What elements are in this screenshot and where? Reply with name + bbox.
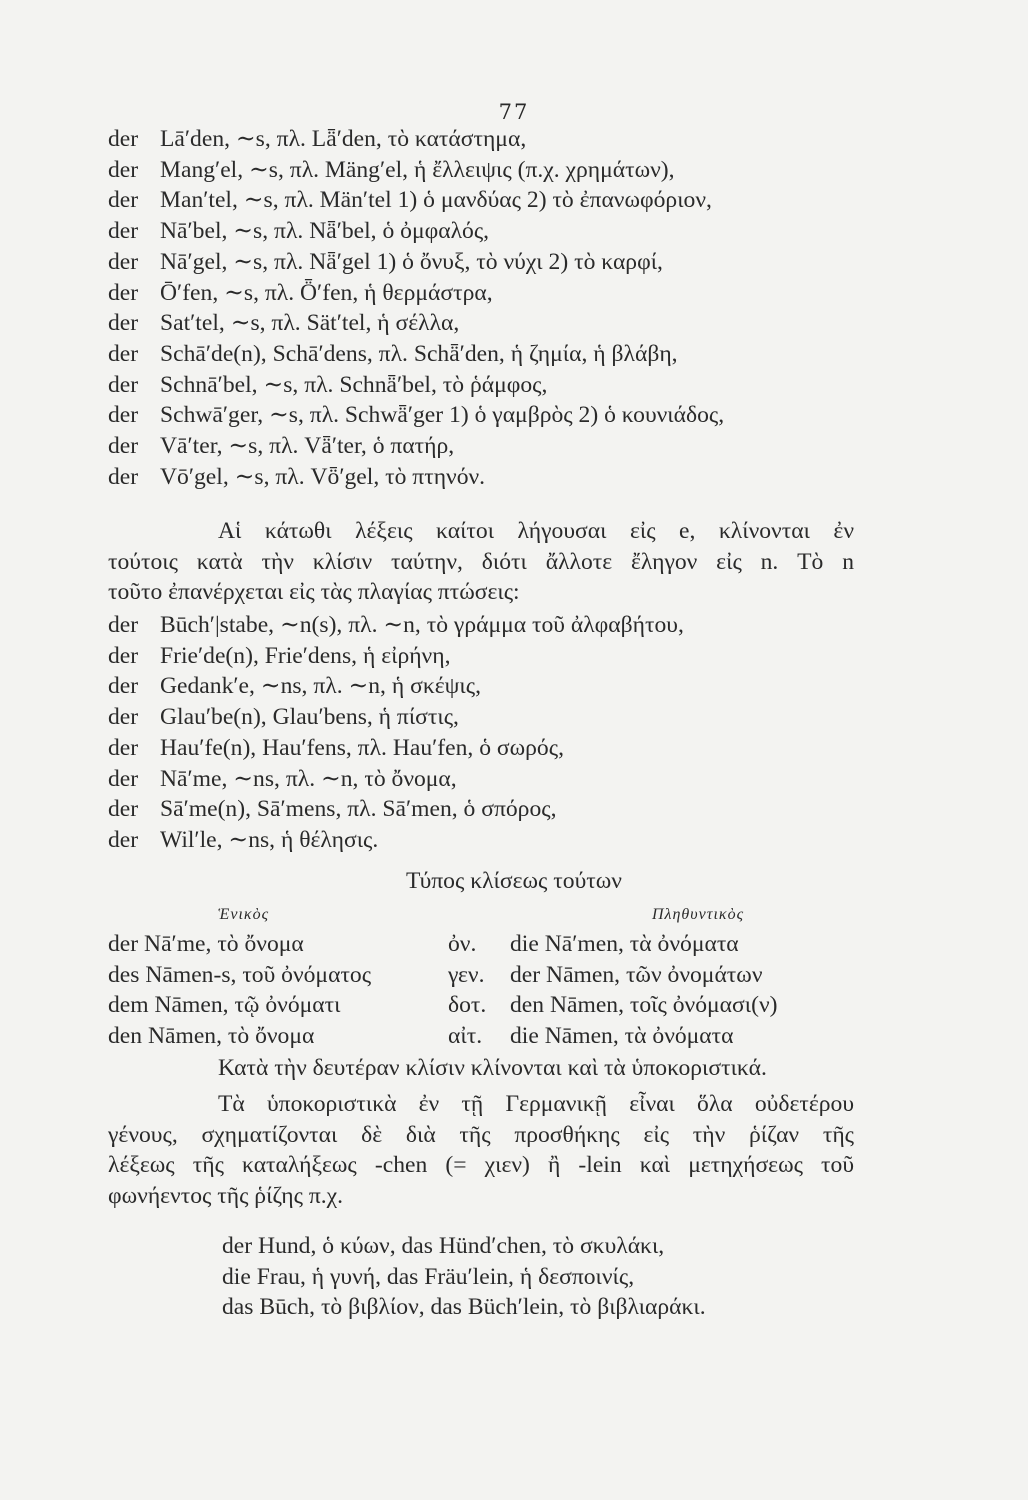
list-item bbox=[108, 339, 868, 370]
paragraph-line: Αἱ κάτωθι λέξεις καίτοι λήγουσαι εἰς e, κλίνονται ἐν bbox=[218, 518, 854, 544]
list-item bbox=[108, 370, 868, 401]
article: der bbox=[108, 704, 139, 731]
list-item bbox=[108, 278, 868, 309]
list-item bbox=[108, 124, 868, 155]
entry-text: Nā′gel, ∼s, πλ. Nǟ′gel 1) ὁ ὄνυξ, τὸ νύχι 2) τὸ καρφί, bbox=[160, 248, 663, 275]
article: der bbox=[108, 248, 139, 275]
plural-form: die Nāmen, τὰ ὀνόματα bbox=[510, 1023, 734, 1050]
section-heading: Τύπος κλίσεως τούτων bbox=[406, 868, 622, 894]
list-item bbox=[108, 185, 868, 216]
entry-text: Mang′el, ∼s, πλ. Mäng′el, ἡ ἔλλειψις (π.χ. χρημάτων), bbox=[160, 156, 675, 183]
article: der bbox=[108, 156, 139, 183]
entry-text: Schā′de(n), Schā′dens, πλ. Schǟ′den, ἡ ζημία, ἡ βλάβη, bbox=[160, 340, 678, 367]
entry-text: Man′tel, ∼s, πλ. Män′tel 1) ὁ μανδύας 2) τὸ ἐπανωφόριον, bbox=[160, 187, 712, 214]
list-item bbox=[108, 155, 868, 186]
example-line: das Būch, τὸ βιβλίον, das Büch′lein, τὸ βιβλιαράκι. bbox=[222, 1294, 706, 1321]
entry-text: Nā′bel, ∼s, πλ. Nǟ′bel, ὁ ὀμφαλός, bbox=[160, 218, 490, 245]
singular-label: Ἑνικὸς bbox=[218, 906, 270, 923]
singular-row: den Nāmen, τὸ ὄνομα bbox=[108, 1023, 315, 1050]
plural-label: Πληθυντικὸς bbox=[652, 906, 745, 923]
paragraph-line: λέξεως τῆς καταλήξεως -chen (= χιεν) ἢ -lein καὶ μετηχήσεως τοῦ bbox=[108, 1152, 854, 1179]
article: der bbox=[108, 612, 139, 638]
article: der bbox=[108, 279, 139, 306]
list-item bbox=[108, 764, 868, 795]
entry-text: Hau′fe(n), Hau′fens, πλ. Hau′fen, ὁ σωρός, bbox=[160, 734, 564, 761]
paragraph-line: γένους, σχηματίζονται δὲ διὰ τῆς προσθήκης εἰς τὴν ῥίζαν τῆς bbox=[108, 1121, 854, 1148]
plural-row bbox=[448, 1021, 777, 1052]
list-item bbox=[108, 702, 868, 733]
entry-text: Ō′fen, ∼s, πλ. Ȫ′fen, ἡ θερμάστρα, bbox=[160, 279, 493, 306]
paragraph-line: φωνήεντος τῆς ῥίζης π.χ. bbox=[108, 1183, 344, 1210]
paragraph-line: Κατὰ τὴν δευτέραν κλίσιν κλίνονται καὶ τὰ ὑποκοριστικά. bbox=[218, 1055, 767, 1081]
entry-text: Frie′de(n), Frie′dens, ἡ εἰρήνη, bbox=[160, 642, 451, 669]
entry-text: Wil′le, ∼ns, ἡ θέλησις. bbox=[160, 826, 379, 853]
entry-text: Glau′be(n), Glau′bens, ἡ πίστις, bbox=[160, 704, 459, 731]
case-label: γεν. bbox=[448, 961, 485, 988]
list-item bbox=[108, 431, 868, 462]
article: der bbox=[108, 402, 139, 429]
plural-row bbox=[448, 990, 777, 1021]
list-item bbox=[108, 825, 868, 856]
plural-form: der Nāmen, τῶν ὀνομάτων bbox=[510, 961, 763, 988]
plural-form: die Nā′men, τὰ ὀνόματα bbox=[510, 931, 739, 957]
article: der bbox=[108, 765, 139, 792]
singular-row: dem Nāmen, τῷ ὀνόματι bbox=[108, 992, 341, 1019]
article: der bbox=[108, 734, 139, 761]
singular-row: des Nāmen-s, τοῦ ὀνόματος bbox=[108, 961, 372, 988]
list-item bbox=[108, 308, 868, 339]
list-item bbox=[108, 216, 868, 247]
page-number: 77 bbox=[498, 100, 530, 124]
list-item bbox=[108, 794, 868, 825]
case-label: δοτ. bbox=[448, 992, 487, 1019]
singular-column bbox=[108, 929, 371, 1052]
paragraph-line: τούτοις κατὰ τὴν κλίσιν ταύτην, διότι ἄλλοτε ἔληγον εἰς n. Τὸ n bbox=[108, 548, 854, 575]
article: der bbox=[108, 673, 139, 700]
list-item bbox=[108, 641, 868, 672]
article: der bbox=[108, 433, 139, 460]
list-item bbox=[108, 610, 868, 641]
article: der bbox=[108, 796, 139, 823]
noun-list-a bbox=[108, 124, 868, 492]
paragraph-exceptions bbox=[108, 516, 854, 608]
entry-text: Sat′tel, ∼s, πλ. Sät′tel, ἡ σέλλα, bbox=[160, 310, 460, 337]
article: der bbox=[108, 310, 139, 337]
noun-list-b bbox=[108, 610, 868, 856]
article: der bbox=[108, 642, 139, 669]
article: der bbox=[108, 340, 139, 367]
example-line: der Hund, ὁ κύων, das Hünd′chen, τὸ σκυλάκι, bbox=[222, 1233, 665, 1259]
article: der bbox=[108, 218, 139, 245]
plural-form: den Nāmen, τοῖς ὀνόμασι(ν) bbox=[510, 992, 778, 1019]
paragraph-line: Τὰ ὑποκοριστικὰ ἐν τῇ Γερμανικῇ εἶναι ὅλα οὐδετέρου bbox=[218, 1091, 854, 1117]
list-item bbox=[108, 671, 868, 702]
example-line: die Frau, ἡ γυνή, das Fräu′lein, ἡ δεσποινίς, bbox=[222, 1263, 635, 1290]
plural-row bbox=[448, 960, 777, 991]
list-item bbox=[108, 247, 868, 278]
entry-text: Vō′gel, ∼s, πλ. Vȫ′gel, τὸ πτηνόν. bbox=[160, 463, 486, 490]
plural-row bbox=[448, 929, 777, 960]
entry-text: Lā′den, ∼s, πλ. Lǟ′den, τὸ κατάστημα, bbox=[160, 126, 527, 152]
list-item bbox=[108, 462, 868, 493]
article: der bbox=[108, 463, 139, 490]
case-label: ὀν. bbox=[448, 931, 477, 957]
entry-text: Gedank′e, ∼ns, πλ. ∼n, ἡ σκέψις, bbox=[160, 673, 481, 700]
entry-text: Nā′me, ∼ns, πλ. ∼n, τὸ ὄνομα, bbox=[160, 765, 457, 792]
article: der bbox=[108, 126, 139, 152]
article: der bbox=[108, 371, 139, 398]
paragraph-line: τοῦτο ἐπανέρχεται εἰς τὰς πλαγίας πτώσεις: bbox=[108, 579, 520, 606]
article: der bbox=[108, 187, 139, 214]
singular-row: der Nā′me, τὸ ὄνομα bbox=[108, 931, 304, 957]
paragraph-diminutives bbox=[108, 1089, 854, 1212]
list-item bbox=[108, 733, 868, 764]
entry-text: Būch′|stabe, ∼n(s), πλ. ∼n, τὸ γράμμα τοῦ ἀλφαβήτου, bbox=[160, 612, 684, 638]
case-label: αἰτ. bbox=[448, 1023, 483, 1050]
plural-column bbox=[448, 929, 777, 1052]
entry-text: Schnā′bel, ∼s, πλ. Schnǟ′bel, τὸ ῥάμφος, bbox=[160, 371, 548, 398]
entry-text: Vā′ter, ∼s, πλ. Vǟ′ter, ὁ πατήρ, bbox=[160, 433, 455, 460]
diminutive-examples bbox=[222, 1231, 706, 1323]
entry-text: Schwā′ger, ∼s, πλ. Schwǟ′ger 1) ὁ γαμβρὸς 2) ὁ κουνιάδος, bbox=[160, 402, 725, 429]
article: der bbox=[108, 826, 139, 853]
list-item bbox=[108, 400, 868, 431]
entry-text: Sā′me(n), Sā′mens, πλ. Sā′men, ὁ σπόρος, bbox=[160, 796, 557, 823]
paragraph-diminutive-intro bbox=[108, 1053, 854, 1084]
